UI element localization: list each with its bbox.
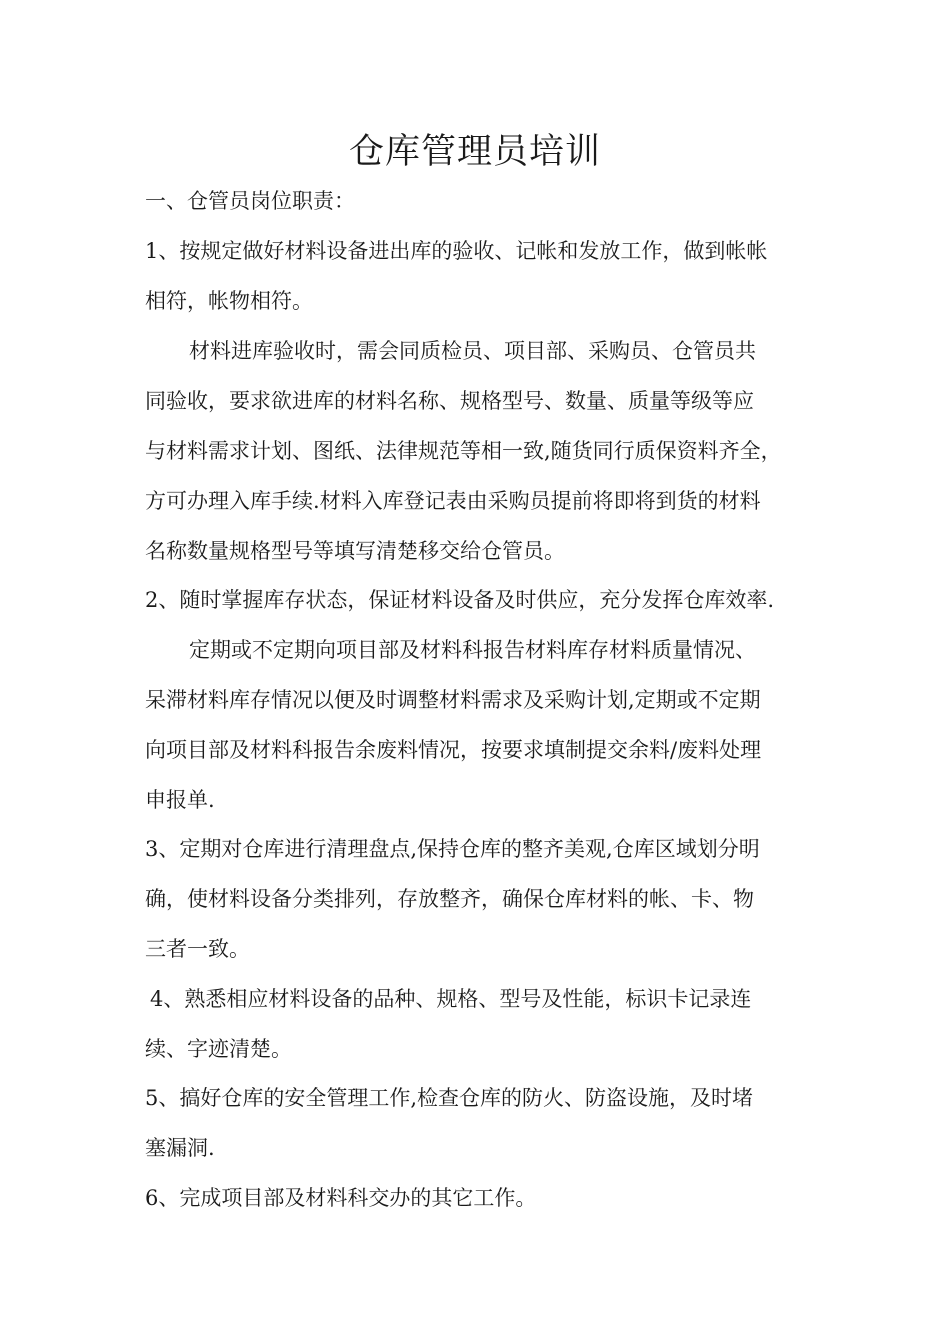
paragraph-line: 定期或不定期向项目部及材料科报告材料库存材料质量情况、 — [189, 638, 756, 662]
paragraph-line: 向项目部及材料科报告余废料情况，按要求填制提交余料/废料处理 — [145, 738, 762, 762]
paragraph-line: 方可办理入库手续.材料入库登记表由采购员提前将即将到货的材料 — [145, 489, 761, 513]
paragraph-line: 名称数量规格型号等填写清楚移交给仓管员。 — [145, 539, 565, 563]
paragraph-line: 塞漏洞. — [145, 1136, 215, 1160]
paragraph-line: 材料进库验收时，需会同质检员、项目部、采购员、仓管员共 — [189, 339, 756, 363]
paragraph-line: 同验收，要求欲进库的材料名称、规格型号、数量、质量等级等应 — [145, 389, 754, 413]
section-heading: 一、仓管员岗位职责： — [145, 189, 355, 213]
paragraph-line: 申报单. — [145, 788, 215, 812]
paragraph-line: 三者一致。 — [145, 937, 250, 961]
paragraph-line: 2、随时掌握库存状态，保证材料设备及时供应，充分发挥仓库效率. — [145, 588, 775, 612]
paragraph-line: 呆滞材料库存情况以便及时调整材料需求及采购计划,定期或不定期 — [145, 688, 761, 712]
paragraph-line: 确，使材料设备分类排列，存放整齐，确保仓库材料的帐、卡、物 — [145, 887, 754, 911]
document-title: 仓库管理员培训 — [348, 132, 601, 172]
paragraph-line: 6、完成项目部及材料科交办的其它工作。 — [145, 1186, 537, 1210]
paragraph-line: 1、按规定做好材料设备进出库的验收、记帐和发放工作，做到帐帐 — [145, 239, 768, 263]
paragraph-line: 5、搞好仓库的安全管理工作,检查仓库的防火、防盗设施，及时堵 — [145, 1086, 754, 1110]
paragraph-line: 续、字迹清楚。 — [145, 1037, 292, 1061]
paragraph-line: 相符，帐物相符。 — [145, 289, 313, 313]
paragraph-line: 与材料需求计划、图纸、法律规范等相一致,随货同行质保资料齐全， — [145, 439, 782, 463]
paragraph-line: 4、熟悉相应材料设备的品种、规格、型号及性能，标识卡记录连 — [150, 987, 752, 1011]
paragraph-line: 3、定期对仓库进行清理盘点,保持仓库的整齐美观,仓库区域划分明 — [145, 837, 760, 861]
